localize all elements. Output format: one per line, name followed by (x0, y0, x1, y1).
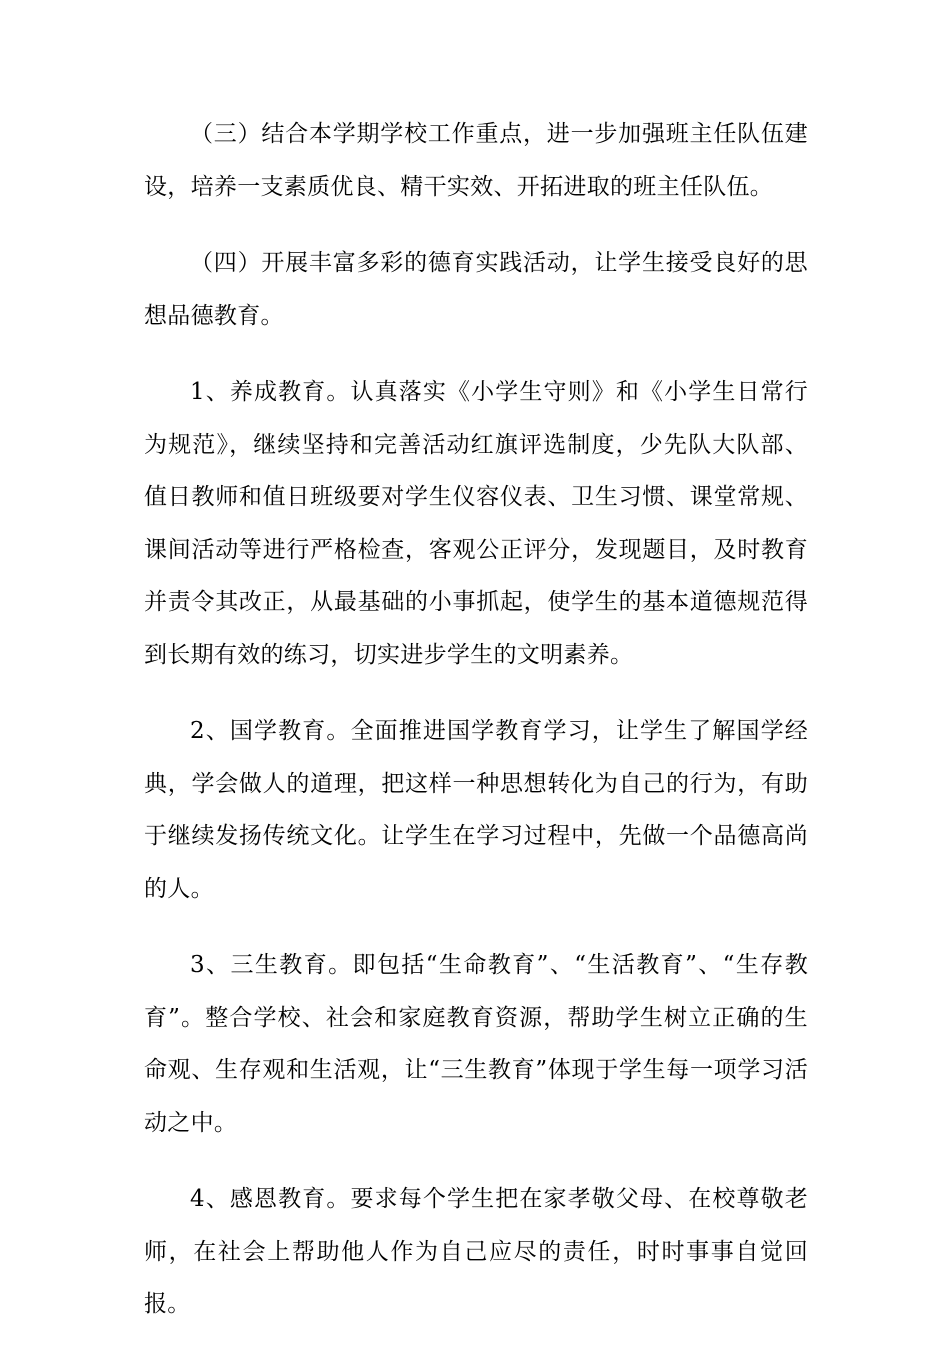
paragraph-three-life-education: 3、三生教育。即包括“生命教育”、“生活教育”、“生存教育”。整合学校、社会和家庭教育资源，帮助学生树立正确的生命观、生存观和生活观，让“三生教育”体现于学生每一项学习活动之中。 (144, 952, 808, 1136)
paragraph-sinology-education: 2、国学教育。全面推进国学教育学习，让学生了解国学经典，学会做人的道理，把这样一种思想转化为自己的行为，有助于继续发扬传统文化。让学生在学习过程中，先做一个品德高尚的人。 (144, 718, 808, 902)
paragraph-section-4: （四）开展丰富多彩的德育实践活动，让学生接受良好的思想品德教育。 (144, 250, 808, 329)
paragraph-habit-education: 1、养成教育。认真落实《小学生守则》和《小学生日常行为规范》，继续坚持和完善活动红旗评选制度，少先队大队部、值日教师和值日班级要对学生仪容仪表、卫生习惯、课堂常规、课间活动等进行严格检查，客观公正评分，发现题目，及时教育并责令其改正，从最基础的小事抓起，使学生的基本道德规范得到长期有效的练习，切实进步学生的文明素养。 (144, 379, 808, 668)
document-page (144, 108, 808, 1355)
paragraph-gratitude-education: 4、感恩教育。要求每个学生把在家孝敬父母、在校尊敬老师，在社会上帮助他人作为自己应尽的责任，时时事事自觉回报。 (144, 1186, 808, 1317)
paragraph-section-3: （三）结合本学期学校工作重点，进一步加强班主任队伍建设，培养一支素质优良、精干实效、开拓进取的班主任队伍。 (144, 121, 808, 200)
